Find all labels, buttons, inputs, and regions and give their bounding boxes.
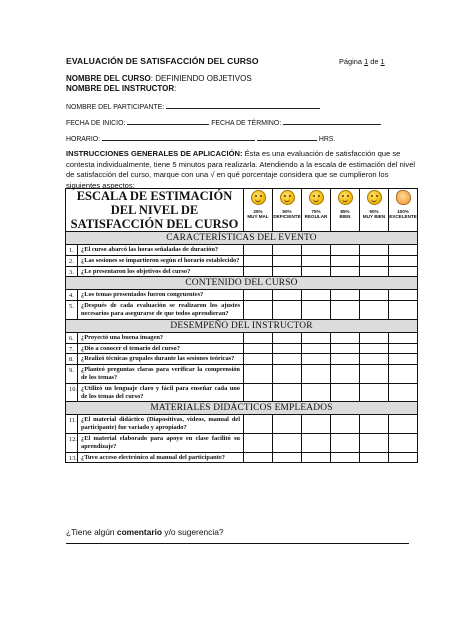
rating-cell[interactable] bbox=[244, 354, 273, 365]
section-header-row bbox=[66, 402, 418, 415]
question-row bbox=[66, 245, 418, 256]
instructor-label: NOMBRE DEL INSTRUCTOR bbox=[66, 84, 175, 93]
rating-cell[interactable] bbox=[302, 433, 331, 452]
evaluation-table bbox=[65, 188, 418, 463]
schedule-label: HORARIO: bbox=[66, 136, 101, 143]
course-name-value: : DEFINIENDO OBJETIVOS bbox=[150, 74, 252, 83]
course-name-label: NOMBRE DEL CURSO bbox=[66, 74, 151, 83]
question-text: ¿Planteó preguntas claras para verificar la comprensión de los temas? bbox=[78, 365, 244, 384]
section-title: CONTENIDO DEL CURSO bbox=[66, 277, 418, 290]
section-header-row bbox=[66, 232, 418, 245]
rating-cell[interactable] bbox=[244, 365, 273, 384]
worried-face-icon bbox=[280, 190, 295, 205]
question-row bbox=[66, 365, 418, 384]
question-number: 13. bbox=[66, 452, 78, 463]
question-number: 2. bbox=[66, 255, 78, 266]
scale-level-90: 90% MUY BIEN bbox=[360, 189, 389, 232]
rating-cell[interactable] bbox=[331, 255, 360, 266]
question-row bbox=[66, 301, 418, 320]
rating-cell[interactable] bbox=[331, 433, 360, 452]
instructions-label: INSTRUCCIONES GENERALES DE APLICACIÓN: bbox=[66, 149, 243, 158]
question-number: 3. bbox=[66, 266, 78, 277]
scale-title: ESCALA DE ESTIMACIÓN DEL NIVEL DE SATISFACCIÓN DEL CURSO bbox=[66, 189, 244, 232]
rating-cell[interactable] bbox=[244, 415, 273, 434]
question-row bbox=[66, 266, 418, 277]
question-text: ¿Después de cada evaluación se realizaron los ajustes necesarios para asegurarse de que todos aprendieran? bbox=[78, 301, 244, 320]
question-row bbox=[66, 415, 418, 434]
rating-cell[interactable] bbox=[244, 383, 273, 402]
end-date-label: FECHA DE TÉRMINO: bbox=[211, 120, 282, 127]
rating-cell[interactable] bbox=[331, 245, 360, 256]
rating-cell[interactable] bbox=[360, 415, 389, 434]
end-date-field[interactable] bbox=[283, 117, 381, 125]
question-number: 4. bbox=[66, 290, 78, 301]
form-title: EVALUACIÓN DE SATISFACCIÓN DEL CURSO bbox=[66, 56, 259, 66]
comment-prompt: ¿Tiene algún comentario y/o sugerencia? bbox=[66, 527, 224, 537]
rating-cell[interactable] bbox=[389, 343, 418, 354]
question-number: 5. bbox=[66, 301, 78, 320]
question-number: 10. bbox=[66, 383, 78, 402]
section-header-row bbox=[66, 319, 418, 332]
rating-cell[interactable] bbox=[331, 383, 360, 402]
rating-cell[interactable] bbox=[302, 452, 331, 463]
hrs-label: HRS. bbox=[318, 136, 336, 143]
rating-cell[interactable] bbox=[360, 365, 389, 384]
scale-header-row bbox=[66, 189, 418, 232]
rating-cell[interactable] bbox=[360, 301, 389, 320]
question-number: 12. bbox=[66, 433, 78, 452]
rating-cell[interactable] bbox=[273, 255, 302, 266]
instructor-value: : bbox=[174, 84, 177, 93]
rating-cell[interactable] bbox=[273, 332, 302, 343]
rating-cell[interactable] bbox=[389, 301, 418, 320]
comment-line[interactable] bbox=[66, 543, 409, 544]
rating-cell[interactable] bbox=[302, 415, 331, 434]
rating-cell[interactable] bbox=[360, 332, 389, 343]
dates-row bbox=[66, 117, 381, 127]
section-title: DESEMPEÑO DEL INSTRUCTOR bbox=[66, 319, 418, 332]
section-title: MATERIALES DIDÁCTICOS EMPLEADOS bbox=[66, 402, 418, 415]
scale-level-75: 75% REGULAR bbox=[302, 189, 331, 232]
question-row bbox=[66, 452, 418, 463]
question-text: ¿Tuvo acceso electrónico al manual del participante? bbox=[78, 452, 244, 463]
schedule-to-field[interactable] bbox=[257, 133, 317, 141]
rating-cell[interactable] bbox=[389, 415, 418, 434]
section-header-row bbox=[66, 277, 418, 290]
rating-cell[interactable] bbox=[360, 354, 389, 365]
question-number: 9. bbox=[66, 365, 78, 384]
question-row bbox=[66, 290, 418, 301]
rating-cell[interactable] bbox=[302, 255, 331, 266]
start-date-field[interactable] bbox=[127, 117, 209, 125]
page-current: 1 bbox=[364, 57, 369, 66]
question-row bbox=[66, 354, 418, 365]
question-number: 6. bbox=[66, 332, 78, 343]
rating-cell[interactable] bbox=[331, 332, 360, 343]
page-indicator bbox=[339, 57, 385, 66]
rating-cell[interactable] bbox=[331, 301, 360, 320]
rating-cell[interactable] bbox=[360, 255, 389, 266]
course-name-row bbox=[66, 74, 252, 83]
question-row bbox=[66, 332, 418, 343]
rating-cell[interactable] bbox=[244, 433, 273, 452]
question-number: 7. bbox=[66, 343, 78, 354]
rating-cell[interactable] bbox=[389, 290, 418, 301]
rating-cell[interactable] bbox=[331, 354, 360, 365]
rating-cell[interactable] bbox=[389, 354, 418, 365]
rating-cell[interactable] bbox=[360, 433, 389, 452]
rating-cell[interactable] bbox=[244, 452, 273, 463]
rating-cell[interactable] bbox=[331, 452, 360, 463]
question-text: ¿Los temas presentados fueron congruentes? bbox=[78, 290, 244, 301]
rating-cell[interactable] bbox=[302, 383, 331, 402]
rating-cell[interactable] bbox=[273, 290, 302, 301]
sad-face-icon bbox=[251, 190, 266, 205]
question-row bbox=[66, 383, 418, 402]
rating-cell[interactable] bbox=[302, 301, 331, 320]
rating-cell[interactable] bbox=[244, 332, 273, 343]
rating-cell[interactable] bbox=[389, 266, 418, 277]
section-title: CARACTERÍSTICAS DEL EVENTO bbox=[66, 232, 418, 245]
rating-cell[interactable] bbox=[244, 301, 273, 320]
question-text: ¿Dio a conocer el temario del curso? bbox=[78, 343, 244, 354]
rating-cell[interactable] bbox=[273, 415, 302, 434]
question-number: 1. bbox=[66, 245, 78, 256]
rating-cell[interactable] bbox=[389, 452, 418, 463]
schedule-row bbox=[66, 133, 335, 143]
question-text: ¿Las sesiones se impartieron según el horario establecido? bbox=[78, 255, 244, 266]
scale-level-50: 50% DEFICIENTE bbox=[273, 189, 302, 232]
page-prefix: Página bbox=[339, 57, 365, 66]
rating-cell[interactable] bbox=[273, 266, 302, 277]
question-text: ¿Le presentaron los objetivos del curso? bbox=[78, 266, 244, 277]
rating-cell[interactable] bbox=[273, 383, 302, 402]
rating-cell[interactable] bbox=[389, 332, 418, 343]
rating-cell[interactable] bbox=[360, 343, 389, 354]
rating-cell[interactable] bbox=[302, 332, 331, 343]
smile-face-icon bbox=[338, 190, 353, 205]
rating-cell[interactable] bbox=[273, 452, 302, 463]
rating-cell[interactable] bbox=[244, 245, 273, 256]
question-text: ¿El material elaborado para apoyo en clase facilitó su aprendizaje? bbox=[78, 433, 244, 452]
question-text: ¿Proyectó una buena imagen? bbox=[78, 332, 244, 343]
grin-face-icon bbox=[367, 190, 382, 205]
rating-cell[interactable] bbox=[302, 354, 331, 365]
rating-cell[interactable] bbox=[273, 245, 302, 256]
page-sep: de bbox=[368, 57, 381, 66]
question-text: ¿El material didáctico (Diapositivas, videos, manual del participante) fue variado y apropiado? bbox=[78, 415, 244, 434]
question-text: ¿Utilizó un lenguaje claro y fácil para enseñar cada uno de los temas del curso? bbox=[78, 383, 244, 402]
rating-cell[interactable] bbox=[360, 383, 389, 402]
rating-cell[interactable] bbox=[273, 301, 302, 320]
participant-field[interactable] bbox=[166, 101, 320, 109]
rating-cell[interactable] bbox=[389, 433, 418, 452]
rating-cell[interactable] bbox=[302, 290, 331, 301]
question-row bbox=[66, 433, 418, 452]
instructions bbox=[66, 149, 416, 191]
instructor-row bbox=[66, 84, 176, 93]
neutral-face-icon bbox=[309, 190, 324, 205]
schedule-from-field[interactable] bbox=[102, 133, 255, 141]
thumbs-up-icon bbox=[396, 190, 411, 205]
rating-cell[interactable] bbox=[273, 433, 302, 452]
start-date-label: FECHA DE INICIO: bbox=[66, 120, 126, 127]
rating-cell[interactable] bbox=[360, 266, 389, 277]
rating-cell[interactable] bbox=[244, 343, 273, 354]
rating-cell[interactable] bbox=[302, 343, 331, 354]
scale-level-100: 100% EXCELENTE bbox=[389, 189, 418, 232]
rating-cell[interactable] bbox=[331, 343, 360, 354]
participant-row bbox=[66, 101, 320, 111]
rating-cell[interactable] bbox=[389, 255, 418, 266]
rating-cell[interactable] bbox=[273, 354, 302, 365]
rating-cell[interactable] bbox=[302, 365, 331, 384]
rating-cell[interactable] bbox=[331, 365, 360, 384]
rating-cell[interactable] bbox=[273, 343, 302, 354]
rating-cell[interactable] bbox=[331, 266, 360, 277]
rating-cell[interactable] bbox=[331, 290, 360, 301]
rating-cell[interactable] bbox=[302, 266, 331, 277]
rating-cell[interactable] bbox=[389, 365, 418, 384]
question-row bbox=[66, 343, 418, 354]
rating-cell[interactable] bbox=[331, 415, 360, 434]
question-text: ¿El curso abarcó las horas señaladas de duración? bbox=[78, 245, 244, 256]
rating-cell[interactable] bbox=[302, 245, 331, 256]
rating-cell[interactable] bbox=[273, 365, 302, 384]
rating-cell[interactable] bbox=[244, 255, 273, 266]
question-number: 11. bbox=[66, 415, 78, 434]
rating-cell[interactable] bbox=[360, 452, 389, 463]
scale-level-85: 85% BIEN bbox=[331, 189, 360, 232]
rating-cell[interactable] bbox=[360, 245, 389, 256]
participant-label: NOMBRE DEL PARTICIPANTE: bbox=[66, 104, 165, 111]
rating-cell[interactable] bbox=[360, 290, 389, 301]
question-row bbox=[66, 255, 418, 266]
instructions-text: Ésta es una evaluación de satisfacción que se contesta individualmente, tiene 5 minutos para realizarla. Atendiendo a la escala de estimación del nivel de satisfacción del curso, marque con una √ en qué porcentaje considera que se cumplieron los siguientes aspectos: bbox=[66, 149, 416, 190]
scale-level-25: 25% MUY MAL bbox=[244, 189, 273, 232]
question-number: 8. bbox=[66, 354, 78, 365]
page-total: 1 bbox=[380, 57, 385, 66]
rating-cell[interactable] bbox=[389, 245, 418, 256]
rating-cell[interactable] bbox=[244, 266, 273, 277]
question-text: ¿Realizó técnicas grupales durante las sesiones teóricas? bbox=[78, 354, 244, 365]
rating-cell[interactable] bbox=[389, 383, 418, 402]
rating-cell[interactable] bbox=[244, 290, 273, 301]
